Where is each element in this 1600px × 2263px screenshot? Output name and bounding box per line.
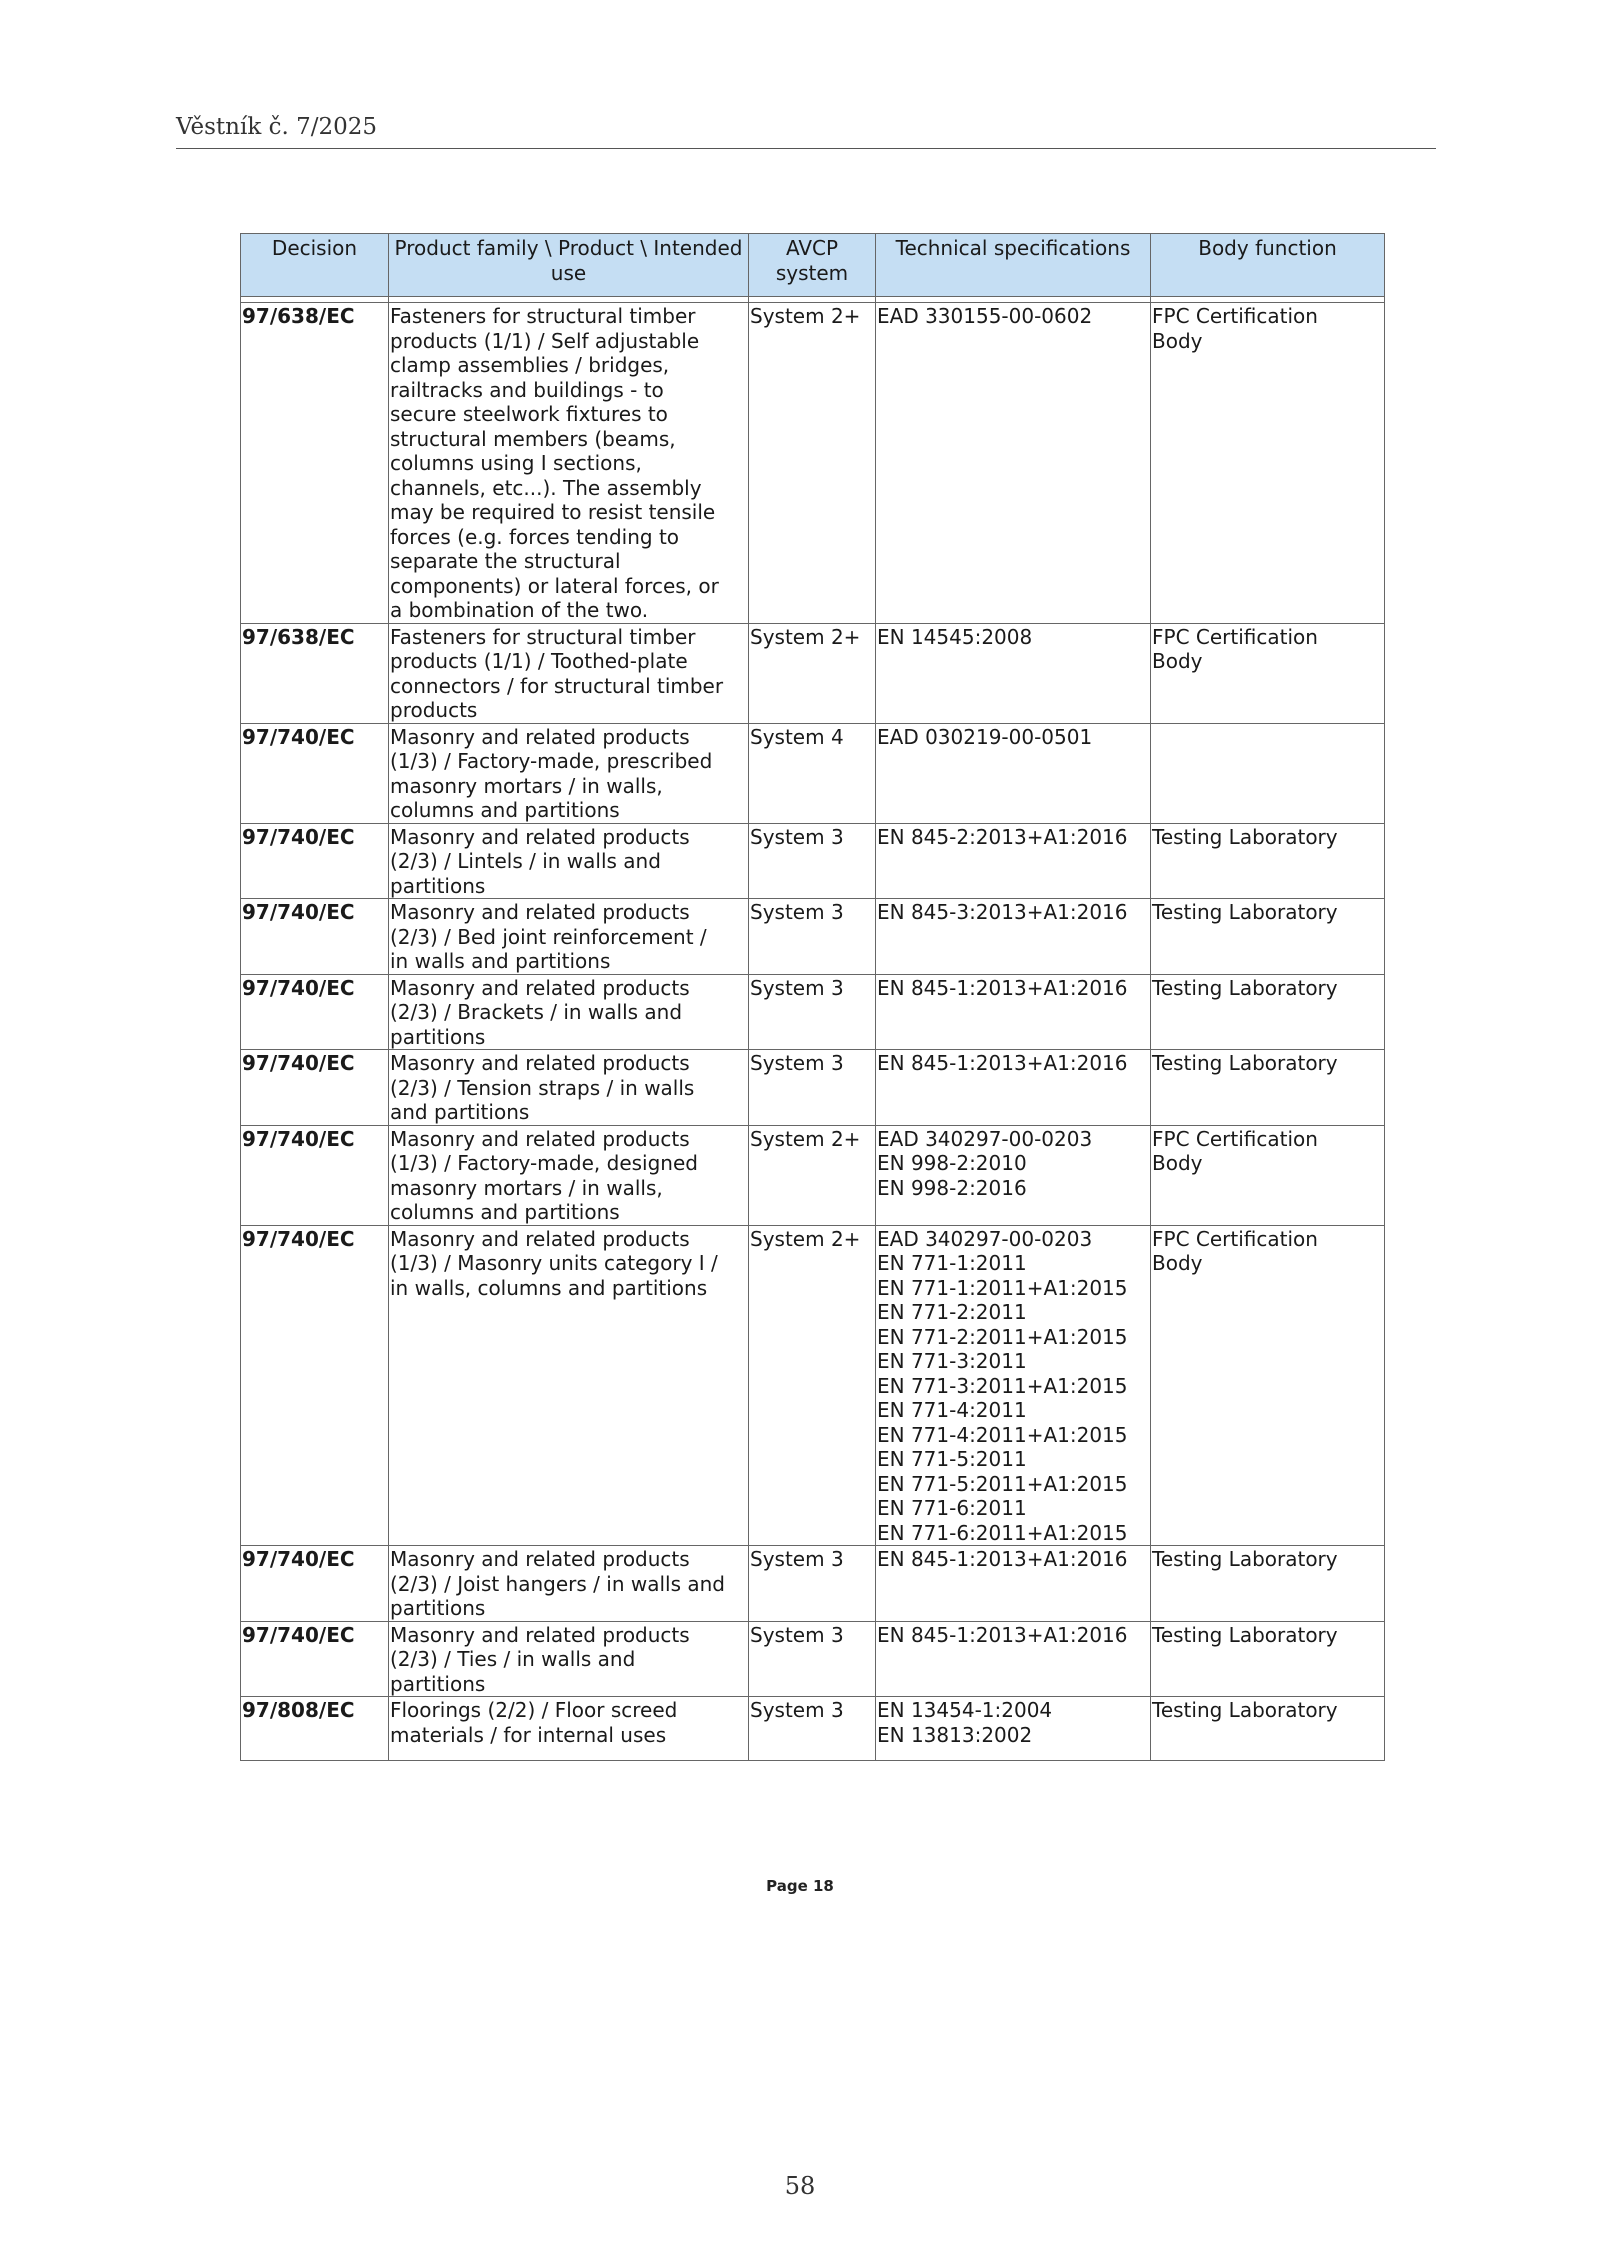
- product-text-line: (2/3) / Joist hangers / in walls and: [390, 1571, 725, 1596]
- product-text-line: separate the structural: [390, 549, 621, 573]
- specification-line: EN 771-2:2011+A1:2015: [877, 1324, 1128, 1349]
- table-row: [241, 723, 1385, 823]
- product-text-line: (1/3) / Factory-made, prescribed: [390, 749, 713, 773]
- column-header-specifications: Technical specifications: [876, 234, 1151, 297]
- product-text-line: Masonry and related products: [390, 1051, 690, 1075]
- table-row: [241, 1050, 1385, 1126]
- specifications-cell: [876, 1697, 1151, 1761]
- decision-cell: 97/740/EC: [241, 1621, 389, 1697]
- body-function-cell: [1151, 974, 1385, 1050]
- specification-line: EN 771-1:2011+A1:2015: [877, 1275, 1128, 1300]
- decision-cell: 97/740/EC: [241, 823, 389, 899]
- decision-cell: 97/638/EC: [241, 303, 389, 624]
- body-function-line: FPC Certification: [1152, 624, 1318, 649]
- page-number: 58: [784, 2172, 816, 2200]
- product-cell: [389, 1125, 749, 1225]
- specification-line: EN 845-3:2013+A1:2016: [877, 900, 1128, 924]
- body-function-line: FPC Certification: [1152, 1126, 1318, 1151]
- product-cell: [389, 1050, 749, 1126]
- body-function-line: Body: [1152, 1251, 1203, 1275]
- product-text-line: Fasteners for structural timber: [390, 304, 696, 328]
- specifications-cell: [876, 723, 1151, 823]
- specification-line: EN 771-2:2011: [877, 1300, 1027, 1324]
- specification-line: EAD 340297-00-0203: [877, 1226, 1093, 1251]
- product-text-line: Masonry and related products: [390, 900, 690, 924]
- table-row: [241, 974, 1385, 1050]
- product-text-line: masonry mortars / in walls,: [390, 1175, 663, 1200]
- product-text-line: products (1/1) / Self adjustable: [390, 328, 700, 353]
- specification-line: EN 771-6:2011+A1:2015: [877, 1520, 1128, 1545]
- product-text-line: Masonry and related products: [390, 975, 690, 1000]
- table-row: [241, 823, 1385, 899]
- specification-line: EN 771-4:2011+A1:2015: [877, 1422, 1128, 1447]
- table-row: [241, 1697, 1385, 1761]
- product-text-line: columns and partitions: [390, 798, 620, 822]
- decision-cell: 97/638/EC: [241, 623, 389, 723]
- product-text-line: secure steelwork fixtures to: [390, 402, 668, 426]
- body-function-cell: [1151, 303, 1385, 624]
- decision-cell: 97/808/EC: [241, 1697, 389, 1761]
- product-text-line: (1/3) / Masonry units category I /: [390, 1251, 718, 1275]
- specification-line: EAD 340297-00-0203: [877, 1126, 1093, 1151]
- avcp-cell: System 3: [749, 1621, 876, 1697]
- body-function-cell: [1151, 1546, 1385, 1622]
- avcp-cell: System 2+: [749, 1225, 876, 1546]
- body-function-line: Testing Laboratory: [1152, 975, 1338, 1000]
- body-function-cell: [1151, 1050, 1385, 1126]
- body-function-line: Body: [1152, 649, 1203, 673]
- specification-line: EN 771-3:2011+A1:2015: [877, 1373, 1128, 1398]
- specification-line: EN 771-6:2011: [877, 1496, 1027, 1520]
- table-row: [241, 1621, 1385, 1697]
- product-cell: [389, 1225, 749, 1546]
- specification-line: EN 998-2:2010: [877, 1151, 1027, 1175]
- column-header-decision: Decision: [241, 234, 389, 297]
- product-text-line: materials / for internal uses: [390, 1722, 667, 1747]
- product-text-line: clamp assemblies / bridges,: [390, 353, 670, 377]
- specification-line: EN 13813:2002: [877, 1722, 1033, 1747]
- specification-line: EN 14545:2008: [877, 624, 1033, 649]
- specification-line: EN 771-3:2011: [877, 1349, 1027, 1373]
- product-text-line: forces (e.g. forces tending to: [390, 524, 680, 549]
- column-header-avcp: AVCP system: [749, 234, 876, 297]
- product-text-line: railtracks and buildings - to: [390, 377, 664, 402]
- product-text-line: partitions: [390, 1596, 486, 1620]
- page-label: Page 18: [766, 1877, 834, 1895]
- product-text-line: Masonry and related products: [390, 1622, 690, 1647]
- avcp-cell: System 2+: [749, 1125, 876, 1225]
- product-text-line: connectors / for structural timber: [390, 673, 724, 698]
- product-text-line: (2/3) / Ties / in walls and: [390, 1647, 636, 1671]
- avcp-cell: System 2+: [749, 623, 876, 723]
- product-text-line: and partitions: [390, 1100, 530, 1124]
- specifications-cell: [876, 303, 1151, 624]
- decision-cell: 97/740/EC: [241, 1225, 389, 1546]
- decision-cell: 97/740/EC: [241, 1546, 389, 1622]
- body-function-cell: [1151, 1697, 1385, 1761]
- product-text-line: channels, etc...). The assembly: [390, 475, 702, 500]
- product-text-line: (2/3) / Brackets / in walls and: [390, 1000, 683, 1024]
- product-text-line: Masonry and related products: [390, 1547, 690, 1571]
- specification-line: EN 845-1:2013+A1:2016: [877, 1051, 1128, 1075]
- specification-line: EN 771-5:2011+A1:2015: [877, 1471, 1128, 1496]
- specification-line: EN 13454-1:2004: [877, 1698, 1053, 1722]
- body-function-line: Testing Laboratory: [1152, 1622, 1338, 1647]
- product-cell: [389, 303, 749, 624]
- specifications-cell: [876, 899, 1151, 975]
- decision-cell: 97/740/EC: [241, 899, 389, 975]
- product-text-line: partitions: [390, 873, 486, 898]
- specifications-cell: [876, 1225, 1151, 1546]
- product-cell: [389, 1621, 749, 1697]
- product-text-line: products: [390, 698, 478, 722]
- product-text-line: Masonry and related products: [390, 824, 690, 849]
- product-text-line: a bombination of the two.: [390, 598, 649, 622]
- decision-cell: 97/740/EC: [241, 974, 389, 1050]
- avcp-cell: System 3: [749, 1050, 876, 1126]
- body-function-cell: [1151, 723, 1385, 823]
- specifications-cell: [876, 1050, 1151, 1126]
- table-row: [241, 623, 1385, 723]
- body-function-line: Body: [1152, 328, 1203, 353]
- product-cell: [389, 1546, 749, 1622]
- table-row: [241, 303, 1385, 624]
- specification-line: EN 998-2:2016: [877, 1175, 1027, 1200]
- body-function-cell: [1151, 623, 1385, 723]
- body-function-line: Testing Laboratory: [1152, 1547, 1338, 1571]
- column-header-product: Product family \ Product \ Intended use: [389, 234, 749, 297]
- product-text-line: Masonry and related products: [390, 1226, 690, 1251]
- product-text-line: partitions: [390, 1671, 486, 1696]
- body-function-line: Testing Laboratory: [1152, 1698, 1338, 1722]
- column-header-body-function: Body function: [1151, 234, 1385, 297]
- journal-title: Věstník č. 7/2025: [176, 114, 377, 140]
- specifications-cell: [876, 974, 1151, 1050]
- decision-cell: 97/740/EC: [241, 723, 389, 823]
- product-text-line: (1/3) / Factory-made, designed: [390, 1151, 698, 1175]
- specification-line: EN 845-1:2013+A1:2016: [877, 1547, 1128, 1571]
- product-text-line: in walls and partitions: [390, 949, 611, 973]
- product-text-line: Masonry and related products: [390, 1126, 690, 1151]
- avcp-cell: System 3: [749, 1697, 876, 1761]
- specifications-cell: [876, 623, 1151, 723]
- product-text-line: in walls, columns and partitions: [390, 1275, 708, 1300]
- body-function-line: Testing Laboratory: [1152, 1051, 1338, 1075]
- product-cell: [389, 823, 749, 899]
- body-function-line: Body: [1152, 1151, 1203, 1175]
- product-text-line: structural members (beams,: [390, 426, 676, 451]
- products-table-container: [240, 233, 1384, 1761]
- table-row: [241, 1125, 1385, 1225]
- avcp-cell: System 3: [749, 974, 876, 1050]
- avcp-cell: System 3: [749, 1546, 876, 1622]
- decision-cell: 97/740/EC: [241, 1050, 389, 1126]
- table-row: [241, 1225, 1385, 1546]
- specification-line: EAD 030219-00-0501: [877, 724, 1093, 749]
- avcp-cell: System 3: [749, 823, 876, 899]
- specifications-cell: [876, 1621, 1151, 1697]
- specification-line: EAD 330155-00-0602: [877, 304, 1093, 328]
- specification-line: EN 771-1:2011: [877, 1251, 1027, 1275]
- document-header: [176, 112, 1436, 149]
- body-function-cell: [1151, 899, 1385, 975]
- product-text-line: columns and partitions: [390, 1200, 620, 1224]
- products-table: [240, 233, 1385, 1761]
- product-text-line: (2/3) / Bed joint reinforcement /: [390, 924, 707, 949]
- specification-line: EN 771-5:2011: [877, 1447, 1027, 1471]
- decision-cell: 97/740/EC: [241, 1125, 389, 1225]
- body-function-cell: [1151, 823, 1385, 899]
- product-cell: [389, 723, 749, 823]
- body-function-cell: [1151, 1125, 1385, 1225]
- product-cell: [389, 899, 749, 975]
- product-text-line: (2/3) / Lintels / in walls and: [390, 849, 661, 873]
- body-function-line: FPC Certification: [1152, 304, 1318, 328]
- body-function-line: Testing Laboratory: [1152, 824, 1338, 849]
- table-body: [241, 303, 1385, 1761]
- table-row: [241, 899, 1385, 975]
- product-cell: [389, 623, 749, 723]
- avcp-cell: System 4: [749, 723, 876, 823]
- avcp-cell: System 3: [749, 899, 876, 975]
- body-function-line: FPC Certification: [1152, 1226, 1318, 1251]
- product-text-line: components) or lateral forces, or: [390, 573, 719, 598]
- product-text-line: may be required to resist tensile: [390, 500, 716, 524]
- specification-line: EN 845-2:2013+A1:2016: [877, 824, 1128, 849]
- product-text-line: Masonry and related products: [390, 724, 690, 749]
- specifications-cell: [876, 823, 1151, 899]
- product-text-line: products (1/1) / Toothed-plate: [390, 649, 688, 673]
- avcp-cell: System 2+: [749, 303, 876, 624]
- product-text-line: Floorings (2/2) / Floor screed: [390, 1698, 678, 1722]
- product-cell: [389, 974, 749, 1050]
- specifications-cell: [876, 1546, 1151, 1622]
- specification-line: EN 771-4:2011: [877, 1398, 1027, 1422]
- product-cell: [389, 1697, 749, 1761]
- product-text-line: Fasteners for structural timber: [390, 624, 696, 649]
- body-function-line: Testing Laboratory: [1152, 900, 1338, 924]
- table-header-row: [241, 234, 1385, 297]
- specifications-cell: [876, 1125, 1151, 1225]
- product-text-line: (2/3) / Tension straps / in walls: [390, 1075, 695, 1100]
- specification-line: EN 845-1:2013+A1:2016: [877, 975, 1128, 1000]
- product-text-line: partitions: [390, 1024, 486, 1049]
- body-function-cell: [1151, 1225, 1385, 1546]
- product-text-line: columns using I sections,: [390, 451, 642, 475]
- specification-line: EN 845-1:2013+A1:2016: [877, 1622, 1128, 1647]
- table-row: [241, 1546, 1385, 1622]
- body-function-cell: [1151, 1621, 1385, 1697]
- product-text-line: masonry mortars / in walls,: [390, 773, 663, 798]
